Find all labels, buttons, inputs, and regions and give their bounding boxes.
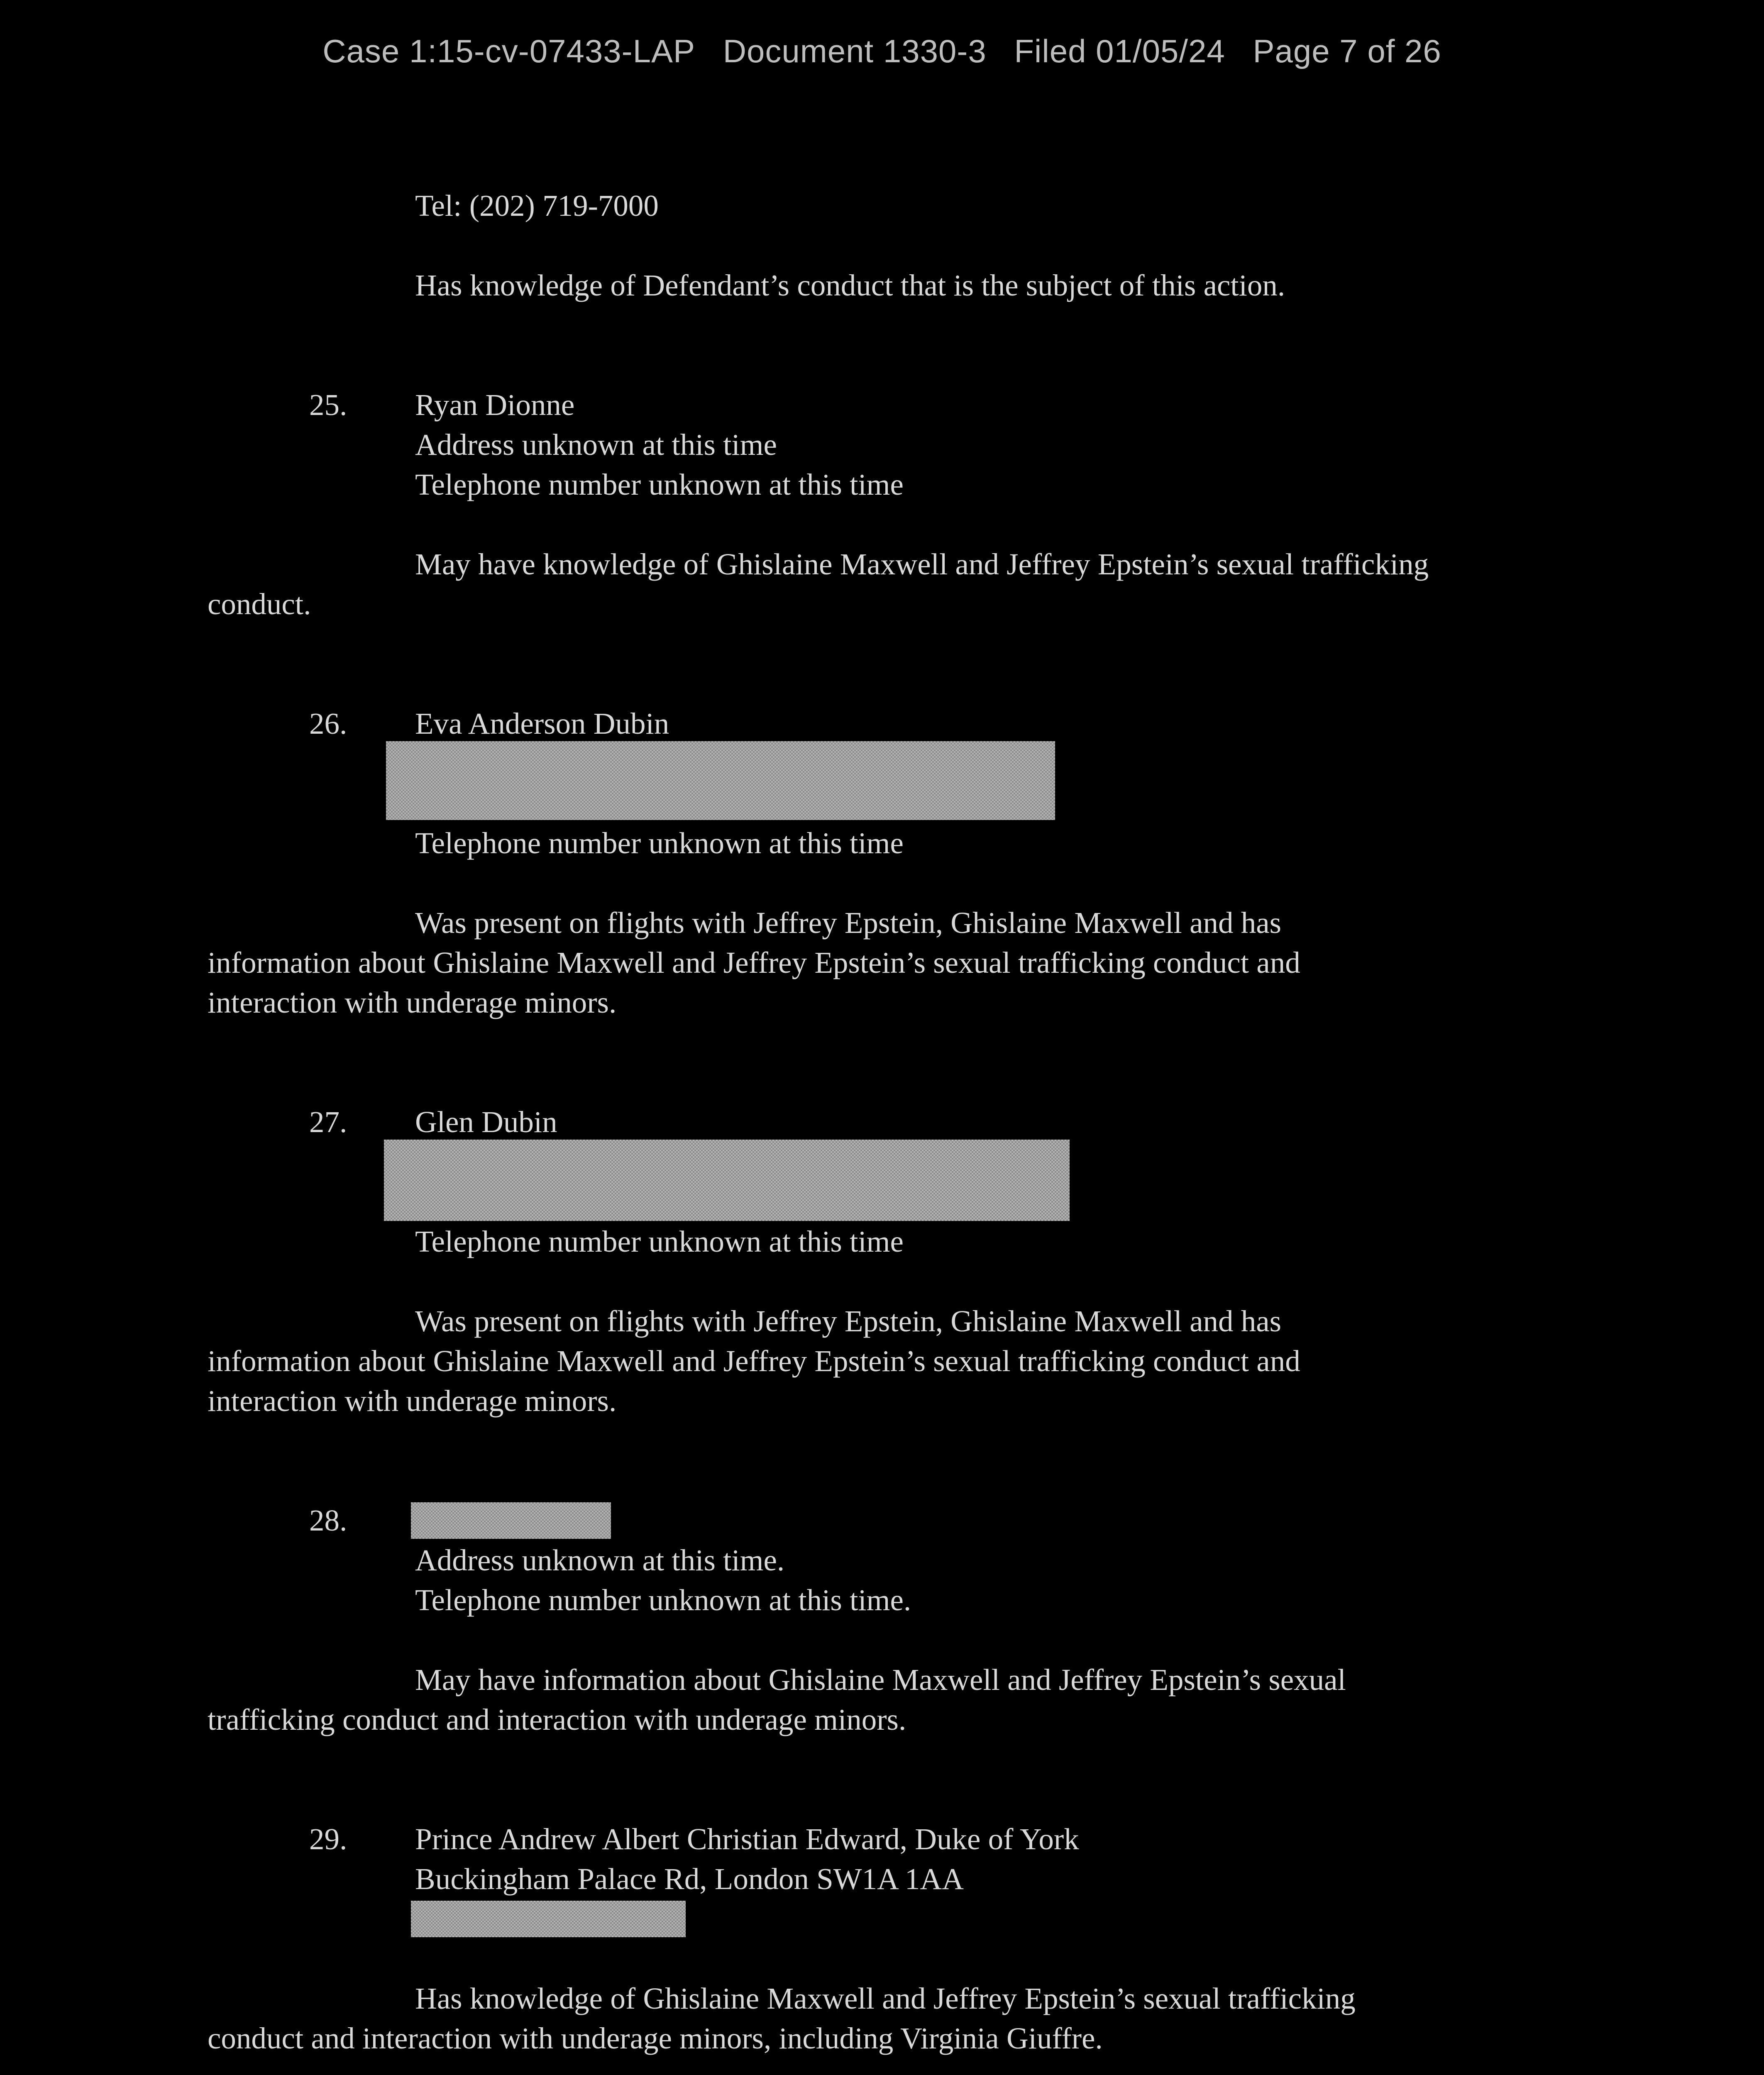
entry-number: 26. bbox=[309, 707, 347, 740]
entry-number: 27. bbox=[309, 1105, 347, 1139]
entry-description-continued: information about Ghislaine Maxwell and Jeffrey Epstein’s sexual trafficking conduct and bbox=[208, 1344, 1300, 1378]
entry-description: Was present on flights with Jeffrey Epstein, Ghislaine Maxwell and has bbox=[415, 1304, 1282, 1338]
entry-number: 29. bbox=[309, 1822, 347, 1856]
entry-description: May have information about Ghislaine Maxwell and Jeffrey Epstein’s sexual bbox=[415, 1663, 1346, 1697]
page-number bbox=[0, 2072, 1764, 2075]
redaction-block bbox=[411, 1901, 686, 1937]
entry-name: Glen Dubin bbox=[415, 1105, 557, 1139]
entry-telephone: Telephone number unknown at this time bbox=[415, 468, 904, 501]
entry-description: May have knowledge of Ghislaine Maxwell and Jeffrey Epstein’s sexual trafficking bbox=[415, 547, 1429, 581]
entry-number: 28. bbox=[309, 1504, 347, 1537]
entry-number: 25. bbox=[309, 388, 347, 422]
entry-address: Address unknown at this time. bbox=[415, 1543, 785, 1577]
entry-name: Eva Anderson Dubin bbox=[415, 707, 669, 740]
entry-description-continued: interaction with underage minors. bbox=[208, 986, 617, 1019]
redaction-block bbox=[384, 1140, 1070, 1221]
entry-address: Buckingham Palace Rd, London SW1A 1AA bbox=[415, 1862, 964, 1896]
entry-description-continued: interaction with underage minors. bbox=[208, 1384, 617, 1418]
filed-date: Filed 01/05/24 bbox=[1014, 33, 1225, 69]
intro-knowledge: Has knowledge of Defendant’s conduct that is the subject of this action. bbox=[415, 269, 1285, 302]
entry-description-continued: information about Ghislaine Maxwell and Jeffrey Epstein’s sexual trafficking conduct and bbox=[208, 946, 1300, 979]
entry-description-continued: trafficking conduct and interaction with underage minors. bbox=[208, 1703, 906, 1736]
entry-name: Prince Andrew Albert Christian Edward, Duke of York bbox=[415, 1822, 1079, 1856]
entry-description: Was present on flights with Jeffrey Epstein, Ghislaine Maxwell and has bbox=[415, 906, 1282, 940]
redaction-block bbox=[386, 741, 1055, 820]
entry-telephone: Telephone number unknown at this time bbox=[415, 1225, 904, 1258]
entry-description-continued: conduct and interaction with underage minors, including Virginia Giuffre. bbox=[208, 2021, 1103, 2055]
entry-address: Address unknown at this time bbox=[415, 428, 777, 461]
entry-telephone: Telephone number unknown at this time bbox=[415, 826, 904, 860]
entry-description: Has knowledge of Ghislaine Maxwell and Jeffrey Epstein’s sexual trafficking bbox=[415, 1982, 1356, 2015]
case-header bbox=[0, 32, 1764, 70]
entry-telephone: Telephone number unknown at this time. bbox=[415, 1583, 911, 1617]
intro-telephone: Tel: (202) 719-7000 bbox=[415, 189, 659, 222]
page-indicator: Page 7 of 26 bbox=[1253, 33, 1441, 69]
entry-description-continued: conduct. bbox=[208, 587, 311, 621]
document-number: Document 1330-3 bbox=[723, 33, 987, 69]
redaction-block bbox=[411, 1502, 611, 1539]
entry-name: Ryan Dionne bbox=[415, 388, 575, 422]
case-number: Case 1:15-cv-07433-LAP bbox=[323, 33, 696, 69]
